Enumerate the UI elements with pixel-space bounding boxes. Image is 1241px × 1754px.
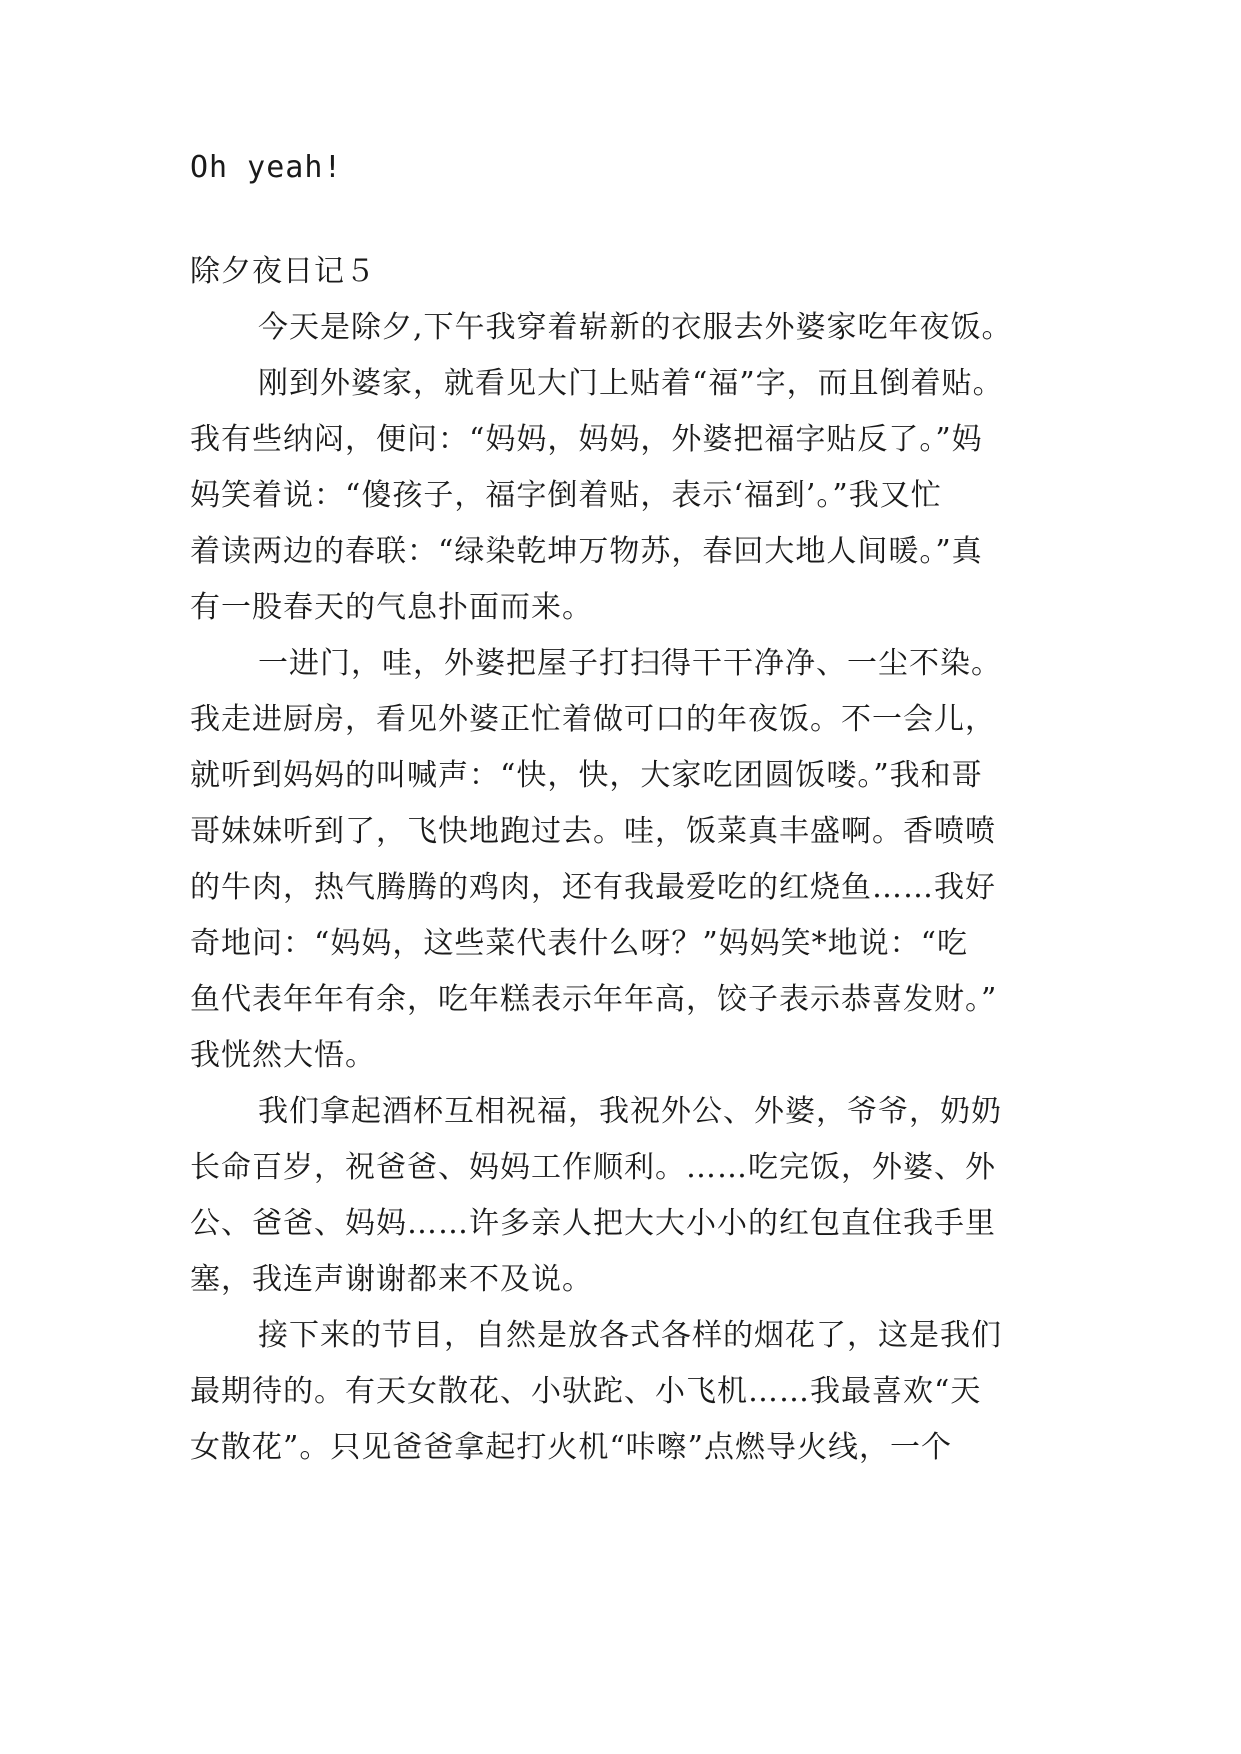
paragraph-line: 哥妹妹听到了，飞快地跑过去。哇，饭菜真丰盛啊。香喷喷 (190, 814, 996, 849)
paragraph-line: 有一股春天的气息扑面而来。 (190, 590, 593, 625)
paragraph-line: 妈笑着说：“傻孩子，福字倒着贴，表示‘福到’。”我又忙 (190, 478, 942, 513)
paragraph-line: 就听到妈妈的叫喊声：“快，快，大家吃团圆饭喽。”我和哥 (190, 758, 983, 793)
paragraph-line: 女散花”。只见爸爸拿起打火机“咔嚓”点燃导火线，一个 (190, 1430, 953, 1465)
paragraph-line: 鱼代表年年有余，吃年糕表示年年高，饺子表示恭喜发财。” (190, 982, 998, 1017)
paragraph-line: 的牛肉，热气腾腾的鸡肉，还有我最爱吃的红烧鱼……我好 (190, 870, 996, 905)
paragraph-line: 一进门，哇，外婆把屋子打扫得干干净净、一尘不染。 (258, 646, 1002, 681)
paragraph-line: 我恍然大悟。 (190, 1038, 376, 1073)
paragraph-line: 长命百岁，祝爸爸、妈妈工作顺利。……吃完饭，外婆、外 (190, 1150, 996, 1185)
paragraph-line: 奇地问：“妈妈，这些菜代表什么呀？”妈妈笑*地说：“吃 (190, 926, 969, 961)
paragraph-line: 我有些纳闷，便问：“妈妈，妈妈，外婆把福字贴反了。”妈 (190, 422, 983, 457)
paragraph-line: 公、爸爸、妈妈……许多亲人把大大小小的红包直住我手里 (190, 1206, 996, 1241)
intro-line: Oh yeah! (190, 150, 343, 185)
paragraph-line: 我们拿起酒杯互相祝福，我祝外公、外婆，爷爷，奶奶 (258, 1094, 1002, 1129)
paragraph-line: 着读两边的春联：“绿染乾坤万物苏，春回大地人间暖。”真 (190, 534, 983, 569)
document-title: 除夕夜日记５ (190, 254, 376, 289)
paragraph-line: 刚到外婆家，就看见大门上贴着“福”字，而且倒着贴。 (258, 366, 1004, 401)
paragraph-line: 我走进厨房，看见外婆正忙着做可口的年夜饭。不一会儿， (190, 702, 996, 737)
paragraph-line: 最期待的。有天女散花、小驮跎、小飞机……我最喜欢“天 (190, 1374, 982, 1409)
paragraph-line: 接下来的节目，自然是放各式各样的烟花了，这是我们 (258, 1318, 1002, 1353)
paragraph-line: 塞，我连声谢谢都来不及说。 (190, 1262, 593, 1297)
paragraph-line: 今天是除夕,下午我穿着崭新的衣服去外婆家吃年夜饭。 (258, 310, 1013, 345)
